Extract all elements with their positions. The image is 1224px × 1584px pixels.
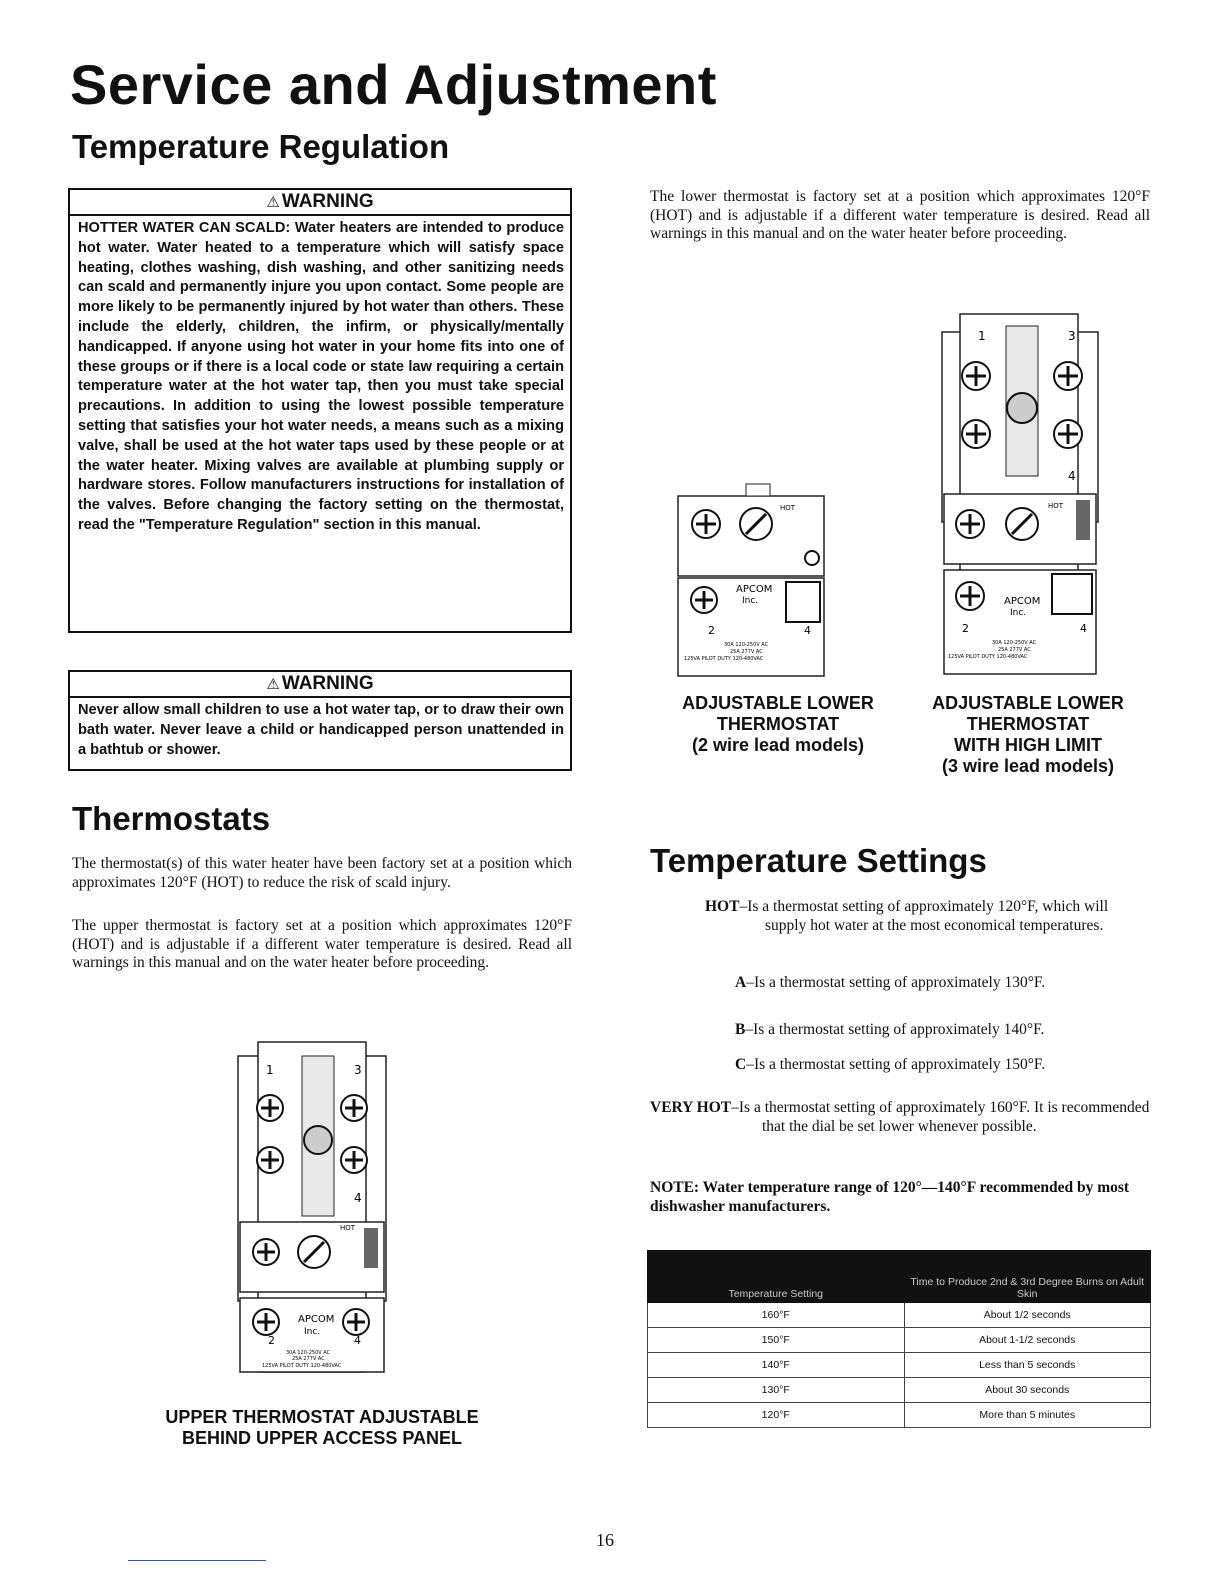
section-title-thermostats: Thermostats [72, 800, 271, 837]
terminal-4-label: 4 [354, 1191, 362, 1205]
svg-text:25A 277V AC: 25A 277V AC [730, 649, 763, 655]
table-header-temperature: Temperature Setting [648, 1251, 905, 1303]
table-row: 140°F Less than 5 seconds [648, 1353, 1151, 1378]
svg-text:125VA PILOT DUTY 120-480VAC: 125VA PILOT DUTY 120-480VAC [684, 656, 764, 662]
svg-text:HOT: HOT [1048, 502, 1064, 510]
warning-text: Never allow small children to use a hot water tap, or to draw their own bath water. Never leave a child or handicapped person unattended in a bathtub or shower. [78, 702, 564, 758]
dishwasher-note: NOTE: Water temperature range of 120°—140°F recommended by most dishwasher manufacturers. [650, 1179, 1130, 1215]
setting-a: A–Is a thermostat setting of approximately 130°F. [735, 974, 1046, 991]
page-number: 16 [596, 1530, 614, 1550]
warning-box-scald [68, 188, 572, 633]
svg-text:30A 120-250V AC: 30A 120-250V AC [992, 640, 1037, 646]
lower-thermostat-paragraph: The lower thermostat is factory set at a position which approximates 120°F (HOT) and is adjustable if a different water temperature is desired. Read all warnings in this manual and on the water heater before proceeding. [650, 188, 1150, 243]
setting-c: C–Is a thermostat setting of approximately 150°F. [735, 1056, 1046, 1073]
table-row: 160°F About 1/2 seconds [648, 1303, 1151, 1328]
svg-text:2: 2 [268, 1334, 275, 1347]
svg-text:4: 4 [1068, 469, 1076, 483]
table-header-burn-time: Time to Produce 2nd & 3rd Degree Burns on Adult Skin [904, 1251, 1151, 1303]
upper-thermostat-caption: UPPER THERMOSTAT ADJUSTABLE BEHIND UPPER ACCESS PANEL [165, 1407, 479, 1448]
svg-text:4: 4 [354, 1334, 361, 1347]
terminal-3-label: 3 [354, 1063, 362, 1077]
table-row: 120°F More than 5 minutes [648, 1403, 1151, 1428]
svg-text:2: 2 [708, 624, 715, 637]
warning-triangle-icon: ⚠ [266, 194, 280, 211]
lower-thermostat-high-limit-diagram [940, 312, 1100, 677]
section-title-temperature-regulation: Temperature Regulation [72, 128, 450, 165]
reset-button-icon [304, 1126, 332, 1154]
apcom-logo: APCOM [298, 1314, 335, 1325]
setting-very-hot: VERY HOT–Is a thermostat setting of approximately 160°F. It is recommended that the dial be set lower whenever possible. [650, 1099, 1150, 1135]
svg-text:Inc.: Inc. [742, 596, 759, 606]
svg-text:125VA PILOT DUTY 120-480VAC: 125VA PILOT DUTY 120-480VAC [262, 1363, 342, 1369]
warning-heading: ⚠ WARNING [70, 672, 570, 698]
svg-text:1: 1 [978, 329, 986, 343]
page-title: Service and Adjustment [70, 53, 717, 116]
lower-thermostat-3-wire-caption: ADJUSTABLE LOWER THERMOSTAT WITH HIGH LIMIT (3 wire lead models) [932, 693, 1124, 776]
lower-thermostat-2-wire-diagram [676, 482, 826, 677]
svg-text:Inc.: Inc. [1010, 608, 1027, 618]
warning-text: HOTTER WATER CAN SCALD: Water heaters are intended to produce hot water. Water heated to a temperature which will satisfy space heating, clothes washing, dish washing, and other sanitizing needs can scald and permanently injure you upon contact. Some people are more likely to be permanently injured by hot water than others. These include the elderly, children, the infirm, or physically/mentally handicapped. If anyone using hot water in your home fits into one of these groups or if there is a local code or state law requiring a certain temperature water at the hot water tap, then you must take special precautions. In addition to using the lowest possible temperature setting that satisfies your hot water needs, a means such as a mixing valve, shall be used at the hot water taps used by these people or at the water heater. Mixing valves are available at plumbing supply or hardware stores. Follow manufacturers instructions for installation of the valves. Before changing the factory setting on the thermostat, read the "Temperature Regulation" section in this manual. [78, 220, 564, 533]
apcom-logo: APCOM [736, 584, 773, 595]
svg-text:4: 4 [1080, 622, 1087, 635]
thermostats-paragraph-2: The upper thermostat is factory set at a position which approximates 120°F (HOT) and is adjustable if a different water temperature is desired. Read all warnings in this manual and on the water heater before proceeding. [72, 917, 572, 972]
setting-hot: HOT–Is a thermostat setting of approximately 120°F, which will supply hot water at the most economical temperatures. [705, 898, 1109, 934]
upper-thermostat-diagram [236, 1040, 388, 1385]
warning-triangle-icon: ⚠ [266, 676, 280, 693]
section-title-temperature-settings: Temperature Settings [650, 842, 987, 879]
lower-thermostat-2-wire-caption: ADJUSTABLE LOWER THERMOSTAT (2 wire lead models) [682, 693, 874, 755]
setting-b: B–Is a thermostat setting of approximately 140°F. [735, 1021, 1045, 1038]
svg-text:25A 277V AC: 25A 277V AC [292, 1356, 325, 1362]
warning-heading: ⚠ WARNING [70, 190, 570, 216]
svg-text:Inc.: Inc. [304, 1327, 321, 1337]
thermostats-paragraph-1: The thermostat(s) of this water heater have been factory set at a position which approximates 120°F (HOT) to reduce the risk of scald injury. [72, 855, 572, 891]
svg-text:125VA PILOT DUTY 120-480VAC: 125VA PILOT DUTY 120-480VAC [948, 654, 1028, 660]
warning-lead: HOTTER WATER CAN SCALD: [78, 220, 291, 236]
table-row: 150°F About 1-1/2 seconds [648, 1328, 1151, 1353]
svg-text:2: 2 [962, 622, 969, 635]
svg-text:25A 277V AC: 25A 277V AC [998, 647, 1031, 653]
warning-box-children [68, 670, 572, 771]
svg-text:HOT: HOT [780, 504, 796, 512]
table-row: 130°F About 30 seconds [648, 1378, 1151, 1403]
svg-text:30A 120-250V AC: 30A 120-250V AC [724, 642, 769, 648]
apcom-logo: APCOM [1004, 596, 1041, 607]
terminal-1-label: 1 [266, 1063, 274, 1077]
svg-text:4: 4 [804, 624, 811, 637]
footer-divider [128, 1560, 266, 1561]
svg-text:3: 3 [1068, 329, 1076, 343]
reset-button-icon [1007, 393, 1037, 423]
burn-time-table [647, 1250, 1151, 1428]
table-header-row [648, 1251, 1151, 1303]
dial-hot-label: HOT [340, 1224, 356, 1232]
svg-text:30A 120-250V AC: 30A 120-250V AC [286, 1350, 331, 1356]
